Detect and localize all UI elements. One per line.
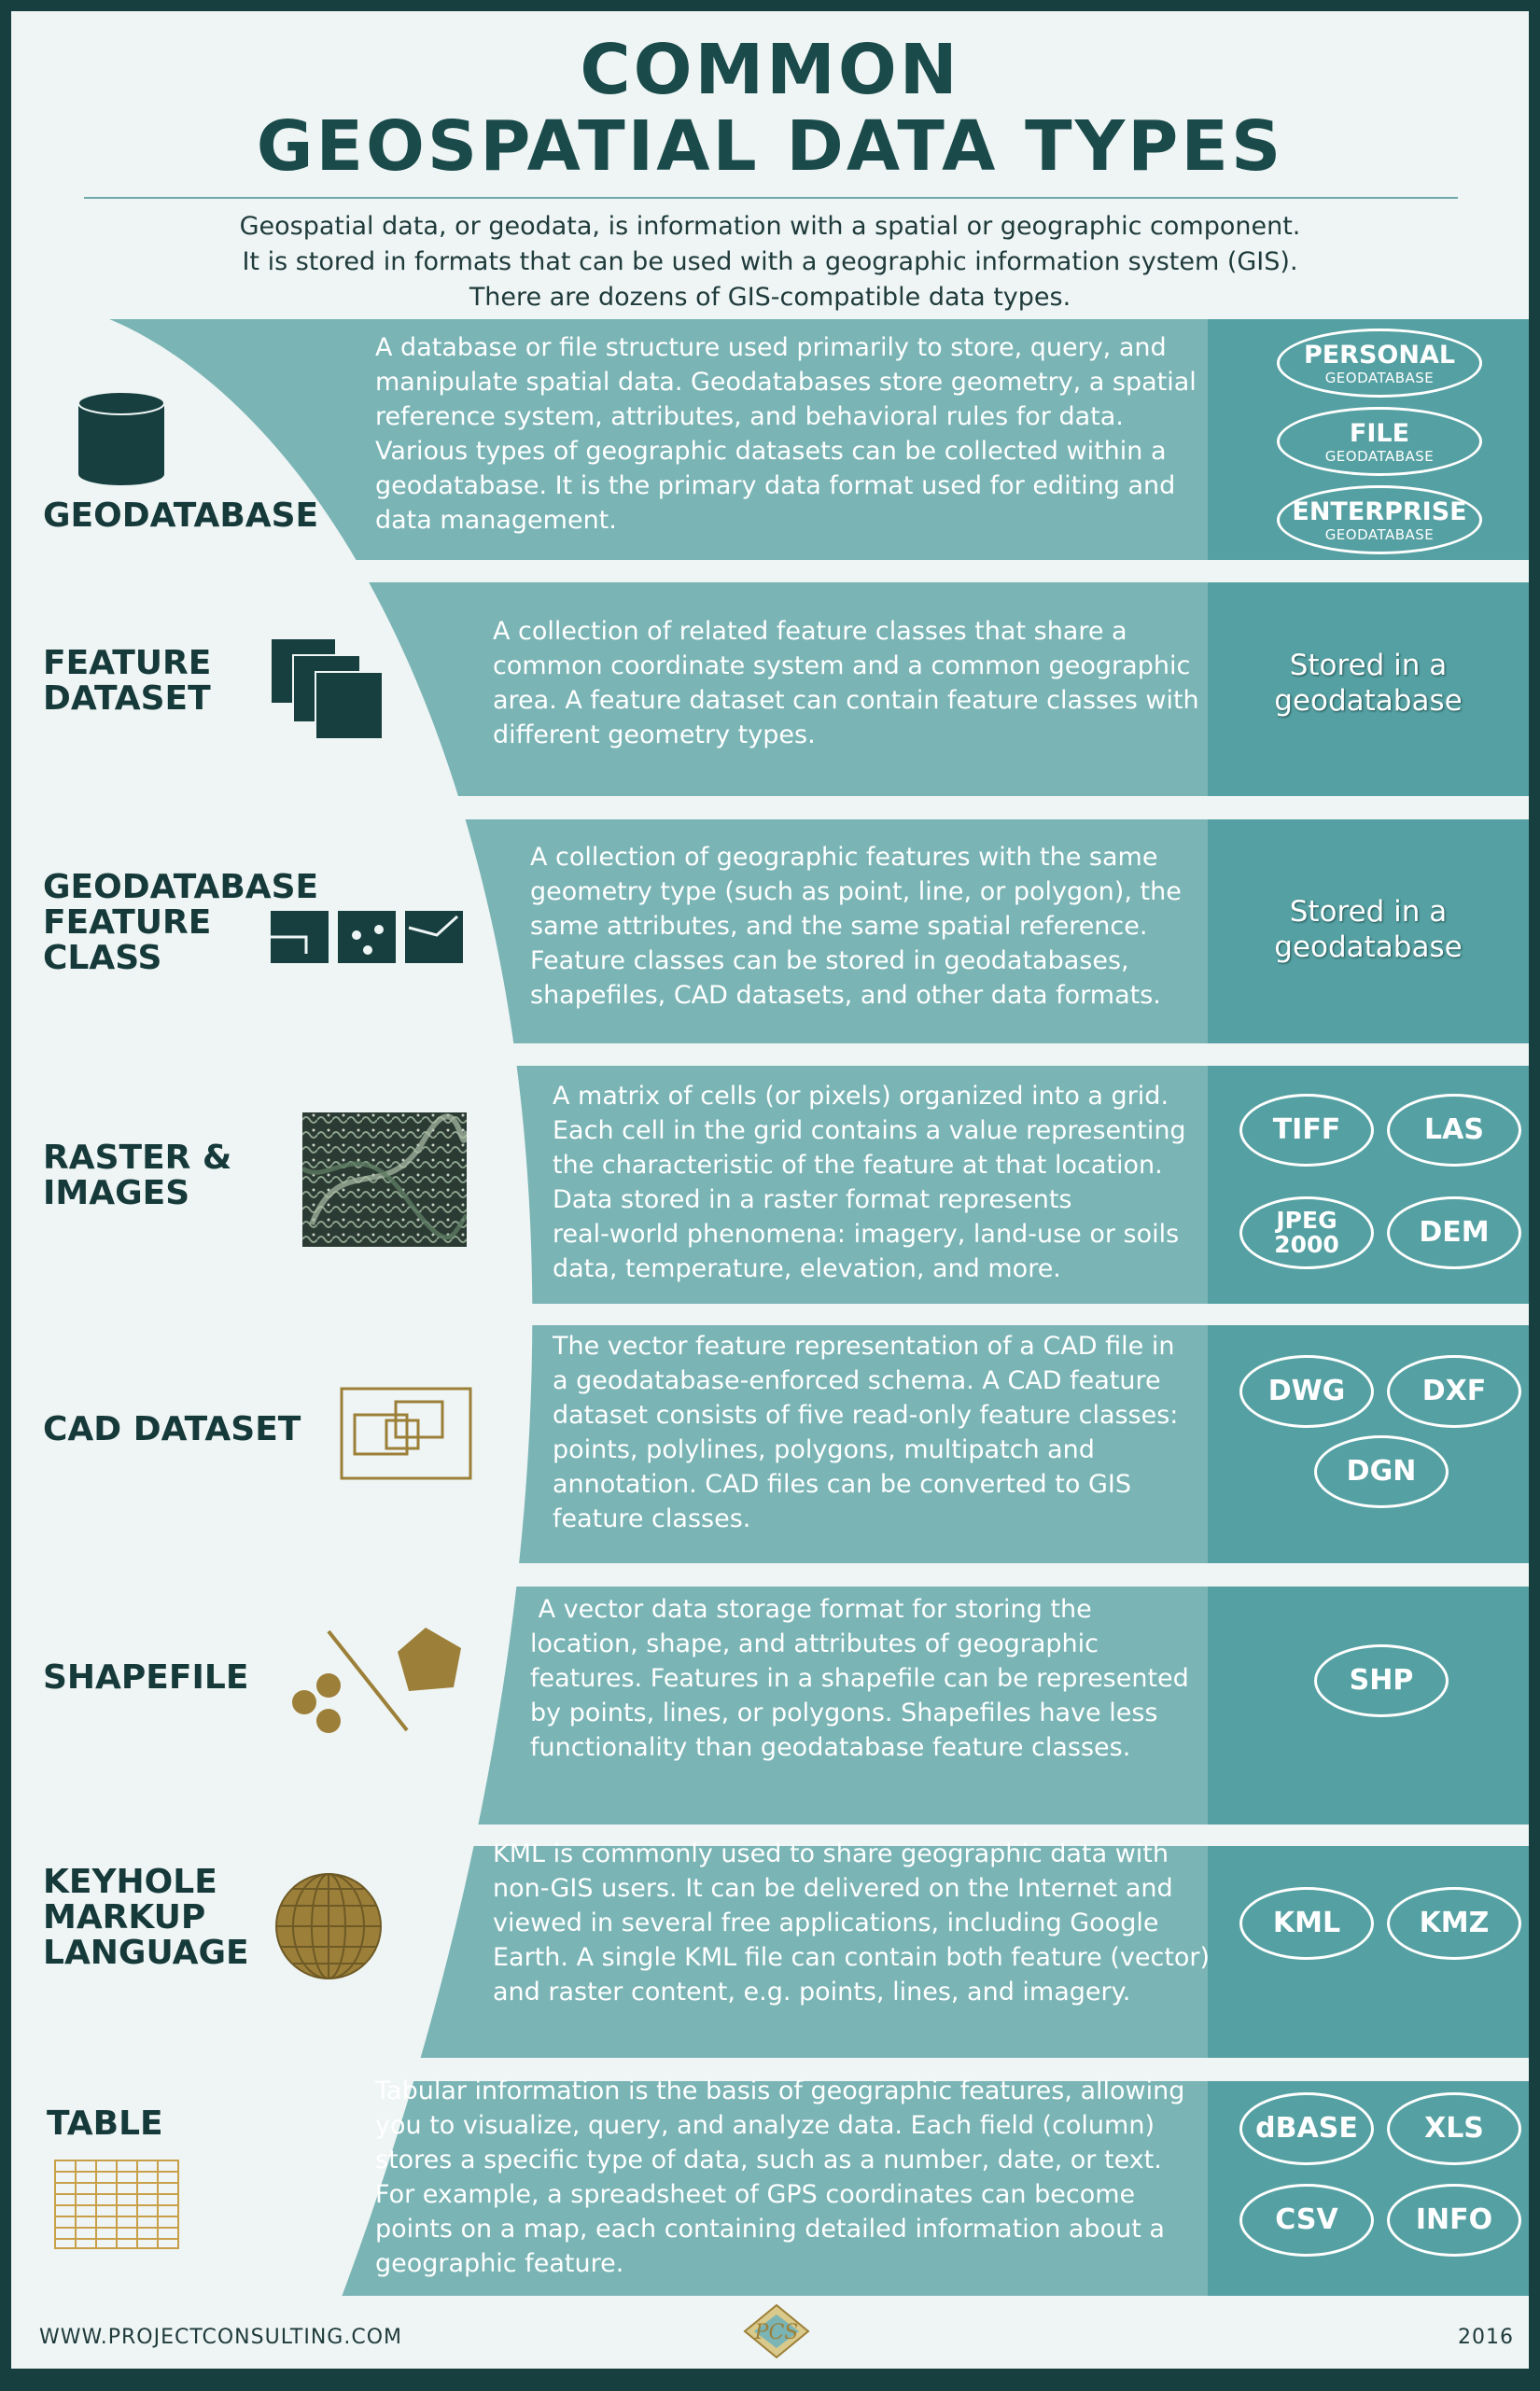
company-logo-icon [743, 2303, 810, 2361]
row-title-geodatabase: GEODATABASE [43, 496, 319, 535]
desc-table: Tabular information is the basis of geographic features, allowing you to visualize, query, and analyze data. Each field (column) stores a specific type of data, such as a number, date, or text. For example, a spreadsheet of GPS coordinates can become points on a map, each containing detailed information about a geographic feature. [375, 2076, 1185, 2278]
desc-geodatabase: A database or file structure used primarily to store, query, and manipulate spatial data. Geodatabases store geometry, a spatial reference system, attributes, and behavioral rules for data. Various types of geographic datasets can be collected within a geodatabase. It is the primary data format used for editing and data management. [375, 333, 1197, 535]
desc-feature-class: A collection of geographic features with the same geometry type (such as point, line, or polygon), the same attributes, and the same spatial reference. Feature classes can be stored in geodatabases, shapefiles, CAD datasets, and other data formats. [530, 843, 1182, 1010]
title-line-2: GEOSPATIAL DATA TYPES [256, 106, 1284, 187]
row-title-feature-class: GEODATABASE FEATURE CLASS [43, 868, 319, 977]
intro-line-3: There are dozens of GIS-compatible data types. [469, 283, 1071, 312]
footer-website: WWW.PROJECTCONSULTING.COM [39, 2326, 403, 2349]
stored-note-feature-class: Stored in a geodatabase [1274, 895, 1463, 964]
badge-dxf: DXF [1387, 1355, 1521, 1428]
badge-dgn: DGN [1314, 1435, 1449, 1508]
badge-kmz: KMZ [1387, 1887, 1521, 1960]
svg-text:PCS: PCS [754, 2321, 799, 2344]
footer-year: 2016 [1458, 2326, 1514, 2349]
desc-feature-dataset: A collection of related feature classes that share a common coordinate system and a common geographic area. A feature dataset can contain feature classes with different geometry types. [493, 617, 1199, 749]
row-title-table: TABLE [47, 2104, 163, 2143]
badge-jpeg2000: JPEG 2000 [1239, 1196, 1374, 1269]
cad-drawing-icon [340, 1387, 472, 1480]
badge-kml: KML [1239, 1887, 1374, 1960]
badge-file-geodatabase: FILE GEODATABASE [1277, 407, 1482, 476]
badge-csv: CSV [1239, 2184, 1374, 2257]
row-title-raster: RASTER & IMAGES [43, 1139, 232, 1212]
intro-line-1: Geospatial data, or geodata, is information with a spatial or geographic component. [239, 212, 1301, 241]
badge-dwg: DWG [1239, 1355, 1374, 1428]
shapefile-shapes-icon [284, 1616, 470, 1738]
row-title-cad: CAD DATASET [43, 1410, 301, 1448]
infographic-page [11, 11, 1529, 2369]
globe-icon [273, 1870, 385, 1982]
badge-dem: DEM [1387, 1196, 1521, 1269]
badge-las: LAS [1387, 1094, 1521, 1167]
desc-kml: KML is commonly used to share geographic data with non-GIS users. It can be delivered on the Internet and viewed in several free applications, including Google Earth. A single KML file can contain both feature (vector) and raster content, e.g. points, lines, and imagery. [493, 1839, 1211, 2006]
desc-raster: A matrix of cells (or pixels) organized into a grid. Each cell in the grid contains a value representing the characteristic of the feature at that location. Data stored in a raster format represents real-world phenomena: imagery, land-use or soils data, temperature, elevation, and more. [553, 1082, 1186, 1283]
badge-personal-geodatabase: PERSONAL GEODATABASE [1277, 329, 1482, 398]
badge-xls: XLS [1387, 2092, 1521, 2165]
stacked-layers-icon [269, 636, 386, 741]
badge-dbase: dBASE [1239, 2092, 1374, 2165]
desc-cad: The vector feature representation of a CAD file in a geodatabase-enforced schema. A CAD feature dataset consists of five read-only feature classes: points, polylines, polygons, multipatch and annotation. CAD files can be converted to GIS feature classes. [553, 1332, 1179, 1533]
title-line-1: COMMON [580, 30, 960, 110]
desc-shapefile: A vector data storage format for storing the location, shape, and attributes of geographic features. Features in a shapefile can be represented by points, lines, or polygons. Shapefiles have less functionality than geodatabase feature classes. [530, 1595, 1189, 1762]
feature-class-tiles-icon [269, 909, 465, 965]
row-title-feature-dataset: FEATURE DATASET [43, 644, 212, 718]
badge-shp: SHP [1314, 1644, 1449, 1717]
intro-line-2: It is stored in formats that can be used with a geographic information system (GIS). [242, 247, 1298, 276]
stored-note-feature-dataset: Stored in a geodatabase [1274, 649, 1463, 718]
badge-enterprise-geodatabase: ENTERPRISE GEODATABASE [1277, 485, 1482, 554]
badge-tiff: TIFF [1239, 1094, 1374, 1167]
row-title-kml: KEYHOLE MARKUP LANGUAGE [43, 1863, 249, 1972]
database-cylinder-icon [75, 385, 168, 487]
badge-info: INFO [1387, 2184, 1521, 2257]
row-title-shapefile: SHAPEFILE [43, 1658, 249, 1697]
table-grid-icon [54, 2160, 179, 2249]
raster-image-icon [302, 1112, 467, 1247]
